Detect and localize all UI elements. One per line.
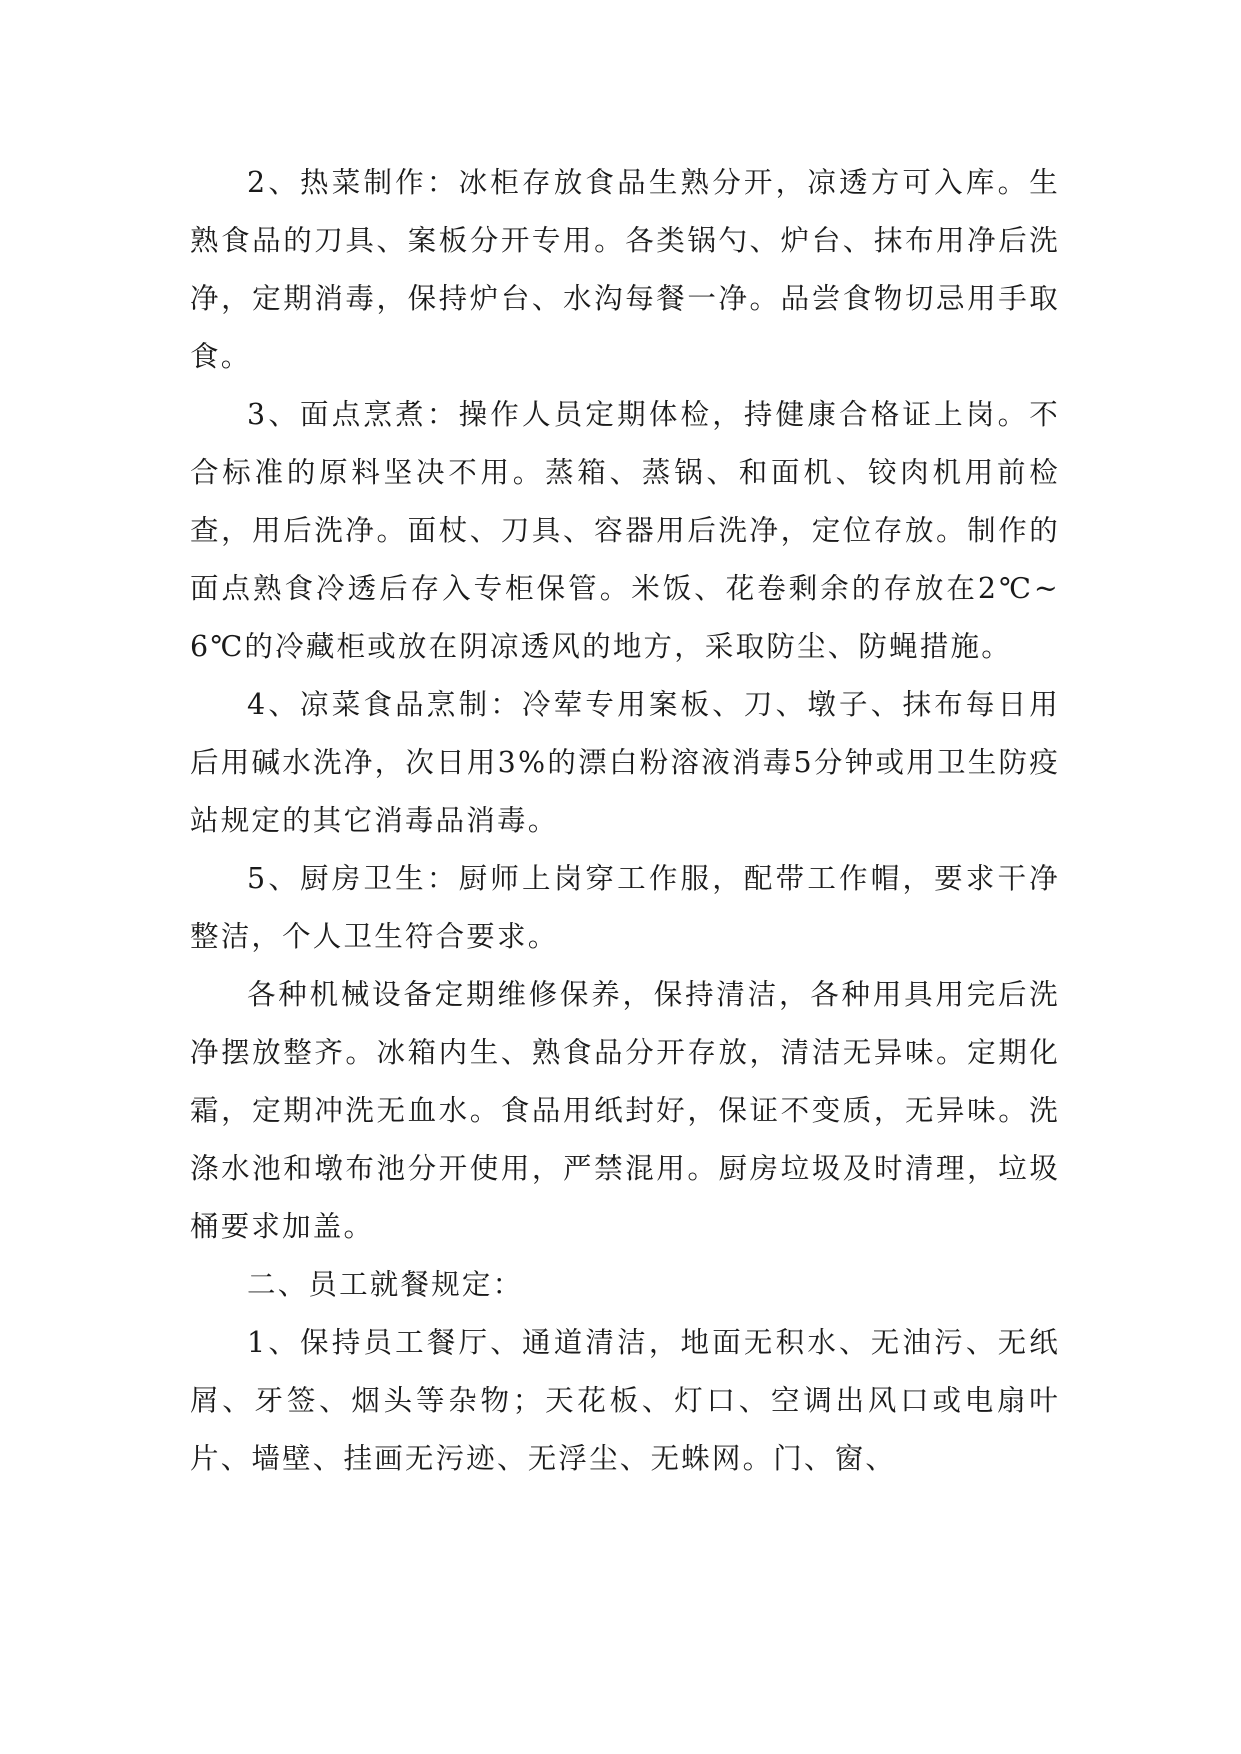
paragraph-cold-dishes: 4、凉菜食品烹制：冷荤专用案板、刀、墩子、抹布每日用后用碱水洗净，次日用3%的漂白粉溶液消毒5分钟或用卫生防疫站规定的其它消毒品消毒。 xyxy=(190,688,1060,837)
paragraph-pastry-cooking: 3、面点烹煮：操作人员定期体检，持健康合格证上岗。不合标准的原料坚决不用。蒸箱、蒸锅、和面机、铰肉机用前检查，用后洗净。面杖、刀具、容器用后洗净，定位存放。制作的面点熟食冷透后存入专柜保管。米饭、花卷剩余的存放在2℃~6℃的冷藏柜或放在阴凉透风的地方，采取防尘、防蝇措施。 xyxy=(190,398,1060,663)
paragraph-kitchen-hygiene: 5、厨房卫生：厨师上岗穿工作服，配带工作帽，要求干净整洁，个人卫生符合要求。 xyxy=(190,862,1060,953)
paragraph-hot-dishes: 2、热菜制作：冰柜存放食品生熟分开，凉透方可入库。生熟食品的刀具、案板分开专用。各类锅勺、炉台、抹布用净后洗净，定期消毒，保持炉台、水沟每餐一净。品尝食物切忌用手取食。 xyxy=(190,166,1060,373)
section-heading-staff-dining: 二、员工就餐规定： xyxy=(247,1268,524,1301)
document-body xyxy=(190,154,1060,1488)
paragraph-equipment-maintenance: 各种机械设备定期维修保养，保持清洁，各种用具用完后洗净摆放整齐。冰箱内生、熟食品分开存放，清洁无异味。定期化霜，定期冲洗无血水。食品用纸封好，保证不变质，无异味。洗涤水池和墩布池分开使用，严禁混用。厨房垃圾及时清理，垃圾桶要求加盖。 xyxy=(190,978,1060,1243)
paragraph-dining-hall-cleanliness: 1、保持员工餐厅、通道清洁，地面无积水、无油污、无纸屑、牙签、烟头等杂物；天花板、灯口、空调出风口或电扇叶片、墙壁、挂画无污迹、无浮尘、无蛛网。门、窗、 xyxy=(190,1326,1060,1475)
